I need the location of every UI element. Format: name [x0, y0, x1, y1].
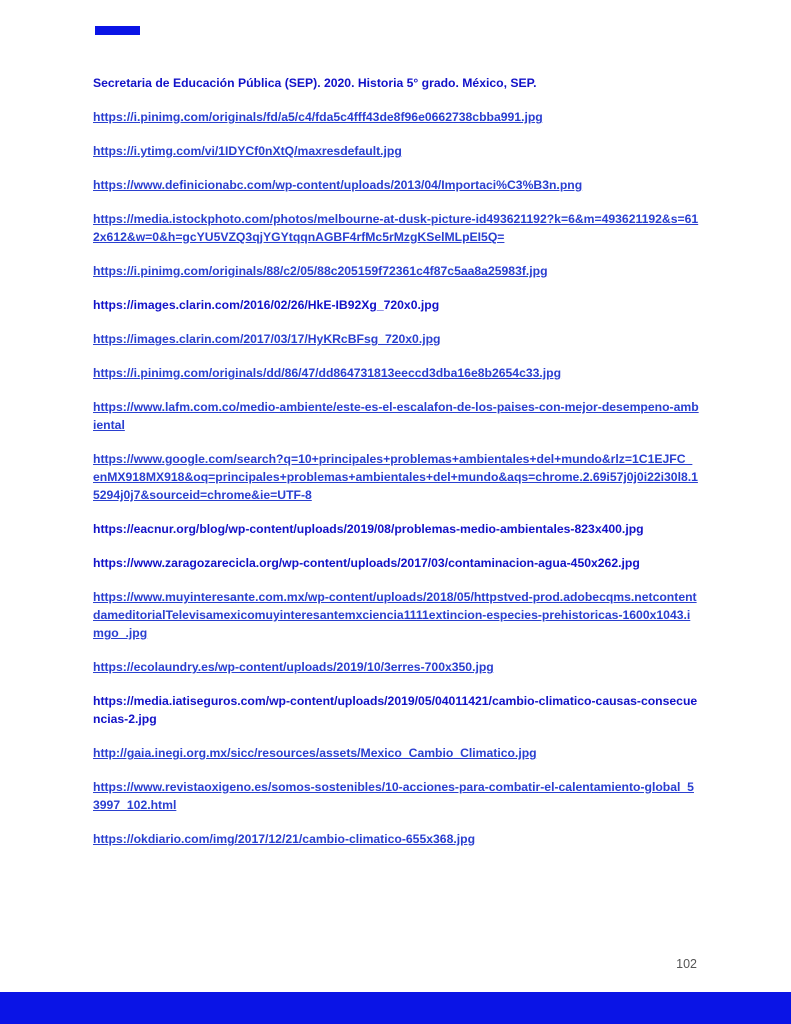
reference-link[interactable]: http://gaia.inegi.org.mx/sicc/resources/assets/Mexico_Cambio_Climatico.jpg — [93, 746, 537, 760]
reference-link[interactable]: https://www.muyinteresante.com.mx/wp-content/uploads/2018/05/httpstved-prod.adobecqms.netcontentdameditorialTelevisamexicomuyinteresantemxciencia1111extincion-especies-prehistoricas-1600x1043.imgo_.jpg — [93, 590, 697, 640]
reference-link[interactable]: https://images.clarin.com/2016/02/26/HkE-IB92Xg_720x0.jpg — [93, 298, 440, 312]
reference-link[interactable]: https://eacnur.org/blog/wp-content/uploads/2019/08/problemas-medio-ambientales-823x400.jpg — [93, 522, 644, 536]
reference-link[interactable]: https://i.pinimg.com/originals/88/c2/05/88c205159f72361c4f87c5aa8a25983f.jpg — [93, 264, 548, 278]
reference-link[interactable]: https://www.revistaoxigeno.es/somos-sostenibles/10-acciones-para-combatir-el-calentamiento-global_53997_102.html — [93, 780, 694, 812]
reference-link[interactable]: https://ecolaundry.es/wp-content/uploads/2019/10/3erres-700x350.jpg — [93, 660, 494, 674]
reference-link[interactable]: https://images.clarin.com/2017/03/17/HyKRcBFsg_720x0.jpg — [93, 332, 441, 346]
reference-list — [93, 74, 699, 864]
reference-link[interactable]: https://www.lafm.com.co/medio-ambiente/este-es-el-escalafon-de-los-paises-con-mejor-desempeno-ambiental — [93, 400, 699, 432]
header-accent-bar — [95, 26, 140, 35]
reference-link[interactable]: https://www.definicionabc.com/wp-content/uploads/2013/04/Importaci%C3%B3n.png — [93, 178, 583, 192]
reference-link[interactable]: https://www.zaragozarecicla.org/wp-content/uploads/2017/03/contaminacion-agua-450x262.jpg — [93, 556, 640, 570]
reference-link[interactable]: https://okdiario.com/img/2017/12/21/cambio-climatico-655x368.jpg — [93, 832, 476, 846]
page-number: 102 — [676, 957, 697, 971]
reference-link[interactable]: https://media.istockphoto.com/photos/melbourne-at-dusk-picture-id493621192?k=6&m=493621192&s=612x612&w=0&h=gcYU5VZQ3qjYGYtqqnAGBF4rfMc5rMzgKSelMLpEI5Q= — [93, 212, 699, 244]
reference-link[interactable]: https://www.google.com/search?q=10+principales+problemas+ambientales+del+mundo&rlz=1C1EJFC_enMX918MX918&oq=principales+problemas+ambientales+del+mundo&aqs=chrome.2.69i57j0j0i22i30l8.15294j0j7&sourceid=chrome&ie=UTF-8 — [93, 452, 698, 502]
reference-link[interactable]: https://i.pinimg.com/originals/dd/86/47/dd864731813eeccd3dba16e8b2654c33.jpg — [93, 366, 562, 380]
reference-link[interactable]: https://i.ytimg.com/vi/1IDYCf0nXtQ/maxresdefault.jpg — [93, 144, 402, 158]
footer-accent-bar — [0, 992, 791, 1024]
reference-citation: Secretaria de Educación Pública (SEP). 2020. Historia 5° grado. México, SEP. — [93, 76, 537, 90]
reference-link[interactable]: https://i.pinimg.com/originals/fd/a5/c4/fda5c4fff43de8f96e0662738cbba991.jpg — [93, 110, 543, 124]
reference-link[interactable]: https://media.iatiseguros.com/wp-content/uploads/2019/05/04011421/cambio-climatico-causas-consecuencias-2.jpg — [93, 694, 698, 726]
